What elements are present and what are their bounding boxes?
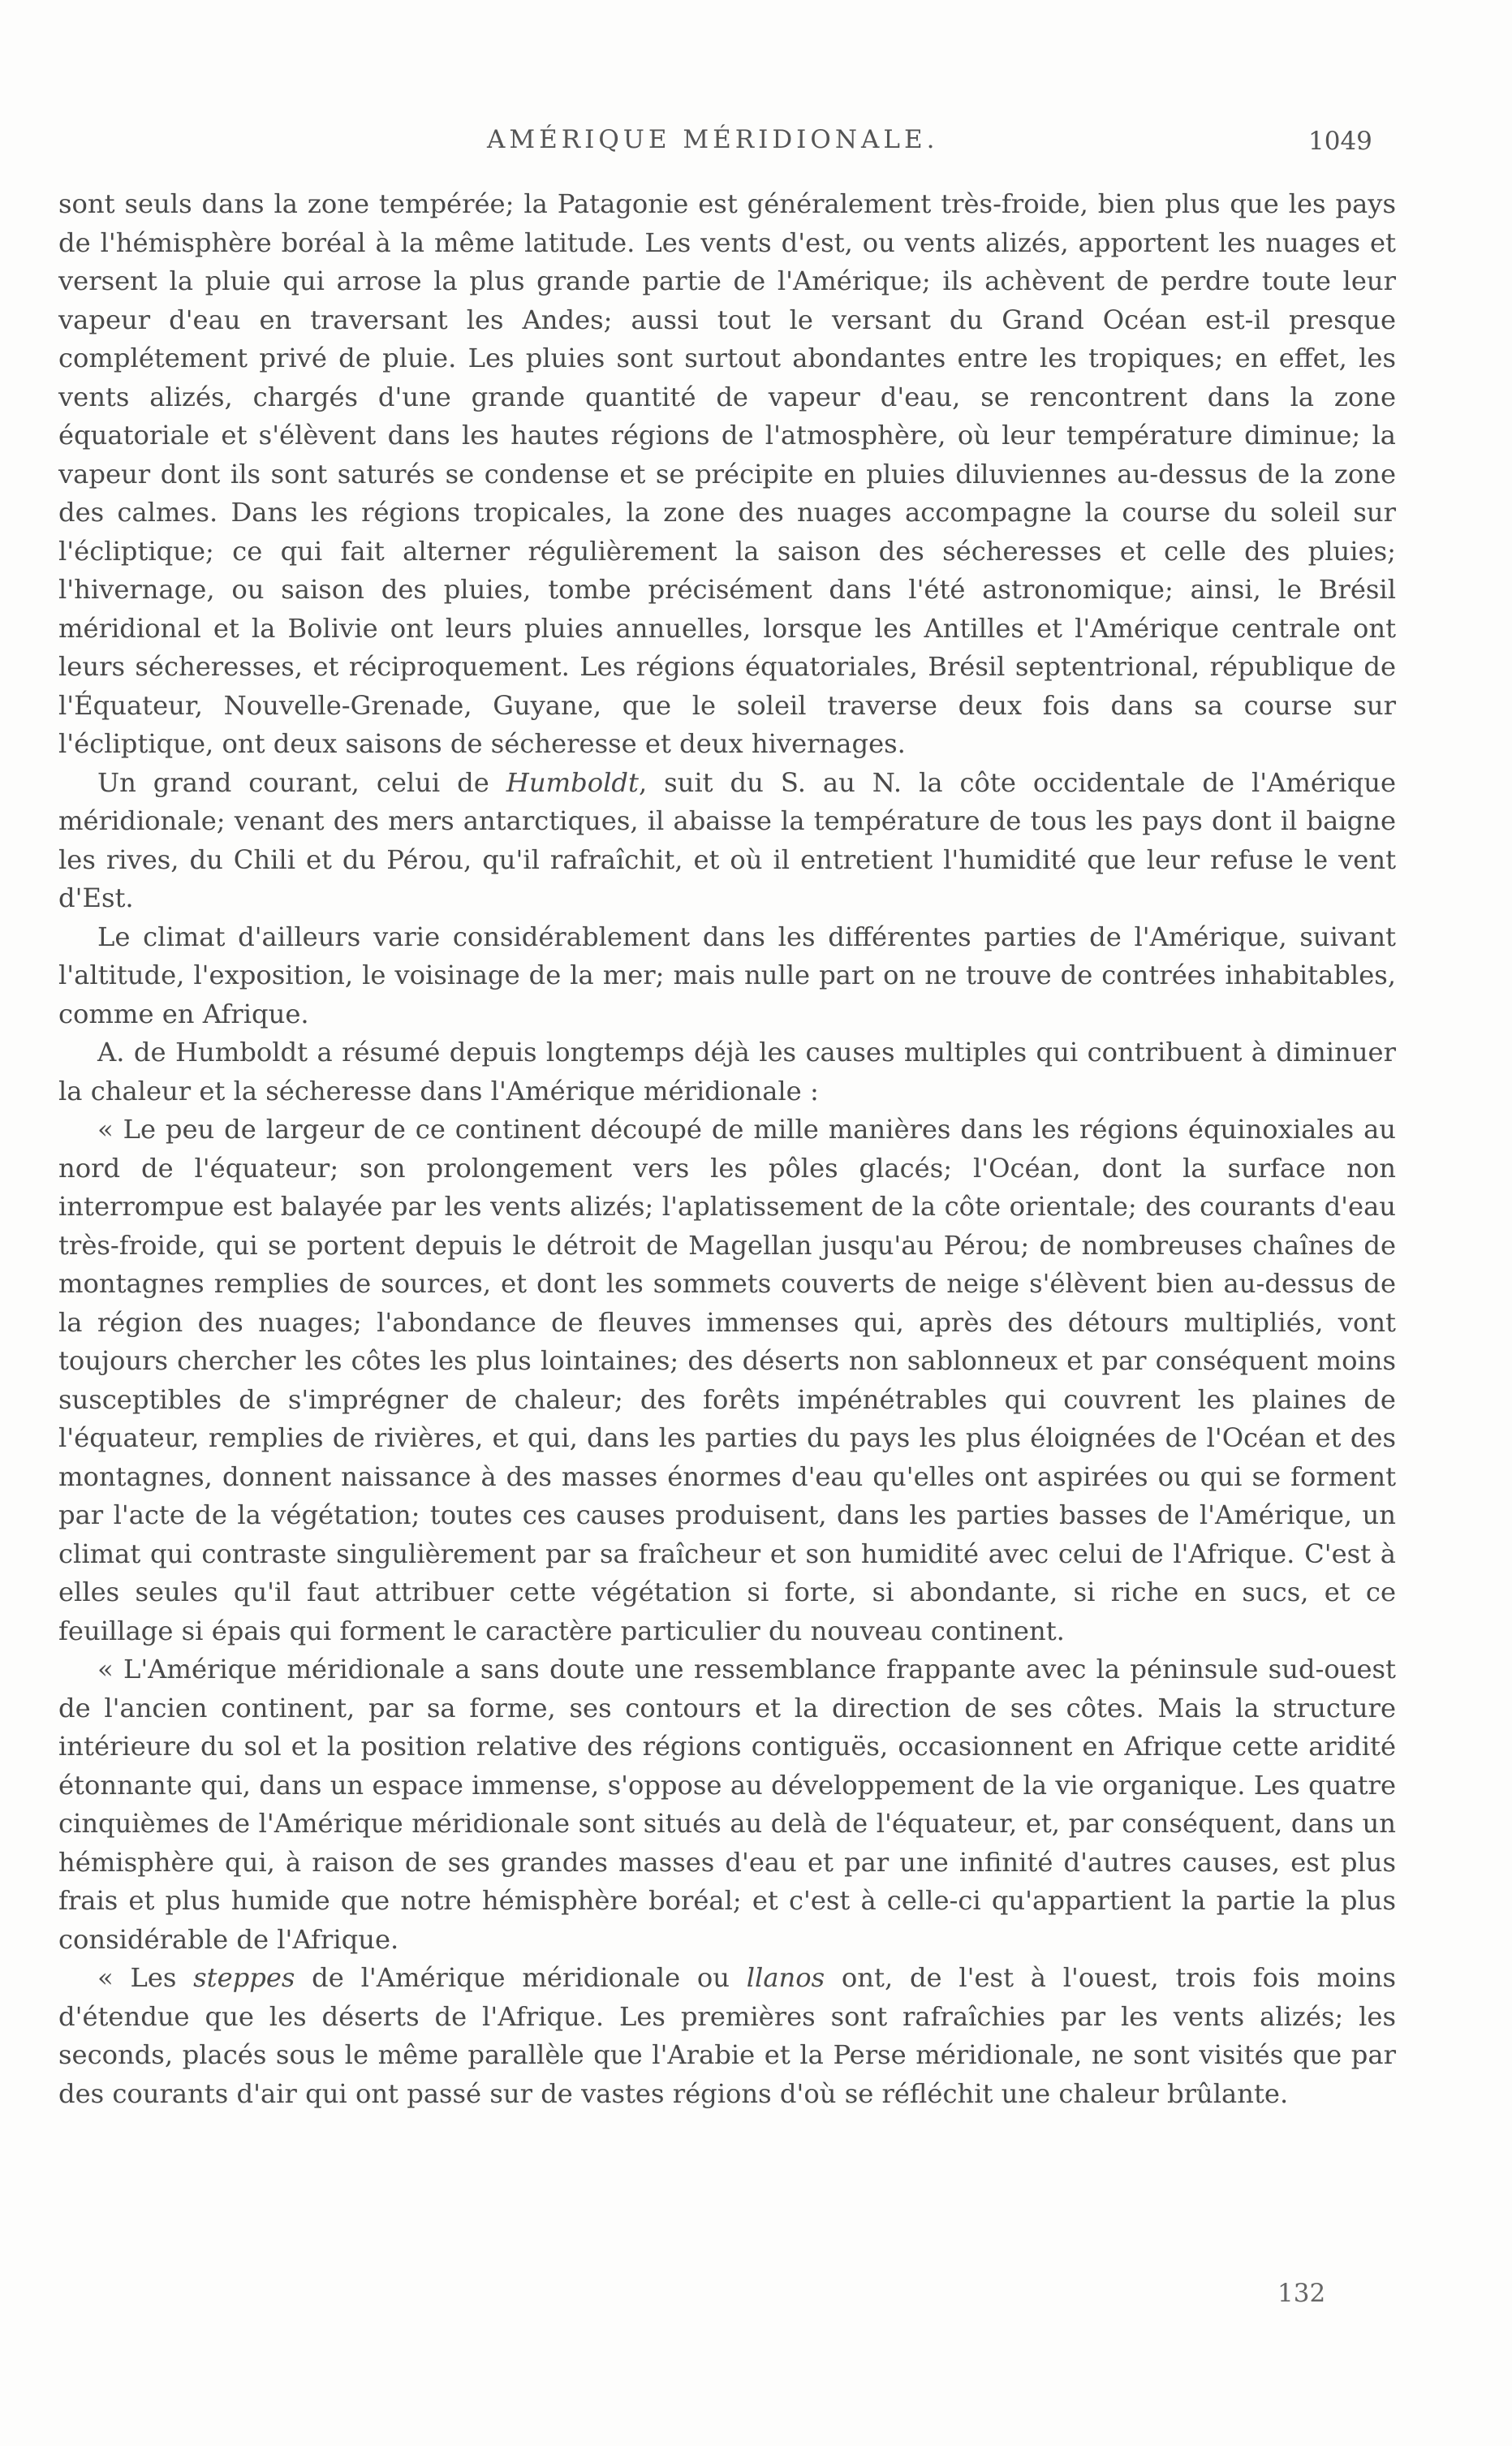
paragraph-humboldt-summary: A. de Humboldt a résumé depuis longtemps déjà les causes multiples qui contribuent à diminuer la chaleur et la sécheresse dans l'Amérique méridionale : bbox=[58, 1037, 1396, 1107]
steppes-text-part2: de l'Amérique méridionale ou bbox=[295, 1962, 747, 1993]
paragraph-climate-winds: sont seuls dans la zone tempérée; la Patagonie est généralement très-froide, bien plus que les pays de l'hémisphère boréal à la même latitude. Les vents d'est, ou vents alizés, apportent les nuages et versent la pluie qui arrose la plus grande partie de l'Amérique; ils achèvent de perdre toute leur vapeur d'eau en traversant les Andes; aussi tout le versant du Grand Océan est-il presque complétement privé de pluie. Les pluies sont surtout abondantes entre les tropiques; en effet, les vents alizés, chargés d'une grande quantité de vapeur d'eau, se rencontrent dans la zone équatoriale et s'élèvent dans les hautes régions de l'atmosphère, où leur température diminue; la vapeur dont ils sont saturés se condense et se précipite en pluies diluviennes au-dessus de la zone des calmes. Dans les régions tropicales, la zone des nuages accompagne la course du soleil sur l'écliptique; ce qui fait alterner régulièrement la saison des sécheresses et celle des pluies; l'hivernage, ou saison des pluies, tombe précisément dans l'été astronomique; ainsi, le Brésil méridional et la Bolivie ont leurs pluies annuelles, lorsque les Antilles et l'Amérique centrale ont leurs sécheresses, et réciproquement. Les régions équatoriales, Brésil septentrional, république de l'Équateur, Nouvelle-Grenade, Guyane, que le soleil traverse deux fois dans sa course sur l'écliptique, ont deux saisons de sécheresse et deux hivernages. bbox=[58, 188, 1396, 759]
humboldt-current-italic: Humboldt bbox=[506, 766, 639, 798]
signature-mark: 132 bbox=[1277, 2279, 1326, 2308]
running-title: AMÉRIQUE MÉRIDIONALE. bbox=[487, 125, 939, 154]
paragraph-quote-steppes bbox=[58, 1959, 1396, 2113]
page-number: 1049 bbox=[1308, 127, 1372, 156]
steppes-text-part3: ont, de l'est à l'ouest, trois fois moins d'étendue que les déserts de l'Afrique. Les premières sont rafraîchies par les vents alizés; les seconds, placés sous le même parallèle que l'Arabie et la Perse méridionale, ne sont visités que par des courants d'air qui ont passé sur de vastes régions d'où se réfléchit une chaleur brûlante. bbox=[58, 1962, 1396, 2109]
body-text bbox=[58, 185, 1396, 2113]
humboldt-current-text-after: , suit du S. au N. la côte occidentale de l'Amérique méridionale; venant des mers antarctiques, il abaisse la température de tous les pays dont il baigne les rives, du Chili et du Pérou, qu'il rafraîchit, et où il entretient l'humidité que leur refuse le vent d'Est. bbox=[58, 766, 1397, 913]
paragraph-humboldt-current bbox=[58, 764, 1396, 918]
paragraph-quote-africa-comparison: « L'Amérique méridionale a sans doute une ressemblance frappante avec la péninsule sud-ouest de l'ancien continent, par sa forme, ses contours et la direction de ses côtes. Mais la structure intérieure du sol et la position relative des régions contiguës, occasionnent en Afrique cette aridité étonnante qui, dans un espace immense, s'oppose au développement de la vie organique. Les quatre cinquièmes de l'Amérique méridionale sont situés au delà de l'équateur, et, par conséquent, dans un hémisphère qui, à raison de ses grandes masses d'eau et par une infinité d'autres causes, est plus frais et plus humide que notre hémisphère boréal; et c'est à celle-ci qu'appartient la partie la plus considérable de l'Afrique. bbox=[58, 1654, 1396, 1955]
paragraph-quote-continent: « Le peu de largeur de ce continent découpé de mille manières dans les régions équinoxiales au nord de l'équateur; son prolongement vers les pôles glacés; l'Océan, dont la surface non interrompue est balayée par les vents alizés; l'aplatissement de la côte orientale; des courants d'eau très-froide, qui se portent depuis le détroit de Magellan jusqu'au Pérou; de nombreuses chaînes de montagnes remplies de sources, et dont les sommets couverts de neige s'élèvent bien au-dessus de la région des nuages; l'abondance de fleuves immenses qui, après des détours multipliés, vont toujours chercher les côtes les plus lointaines; des déserts non sablonneux et par conséquent moins susceptibles de s'imprégner de chaleur; des forêts impénétrables qui couvrent les plaines de l'équateur, remplies de rivières, et qui, dans les parties du pays les plus éloignées de l'Océan et des montagnes, donnent naissance à des masses énormes d'eau qu'elles ont aspirées ou qui se forment par l'acte de la végétation; toutes ces causes produisent, dans les parties basses de l'Amérique, un climat qui contraste singulièrement par sa fraîcheur et son humidité avec celui de l'Afrique. C'est à elles seules qu'il faut attribuer cette végétation si forte, si abondante, si riche en sucs, et ce feuillage si épais qui forment le caractère particulier du nouveau continent. bbox=[58, 1114, 1396, 1646]
steppes-text-part1: « Les bbox=[97, 1962, 194, 1993]
humboldt-current-text-before: Un grand courant, celui de bbox=[97, 766, 506, 798]
llanos-italic: llanos bbox=[746, 1962, 825, 1993]
running-head bbox=[0, 120, 1512, 169]
steppes-italic: steppes bbox=[193, 1962, 295, 1993]
paragraph-climate-variation: Le climat d'ailleurs varie considérablement dans les différentes parties de l'Amérique, suivant l'altitude, l'exposition, le voisinage de la mer; mais nulle part on ne trouve de contrées inhabitables, comme en Afrique. bbox=[58, 921, 1396, 1029]
